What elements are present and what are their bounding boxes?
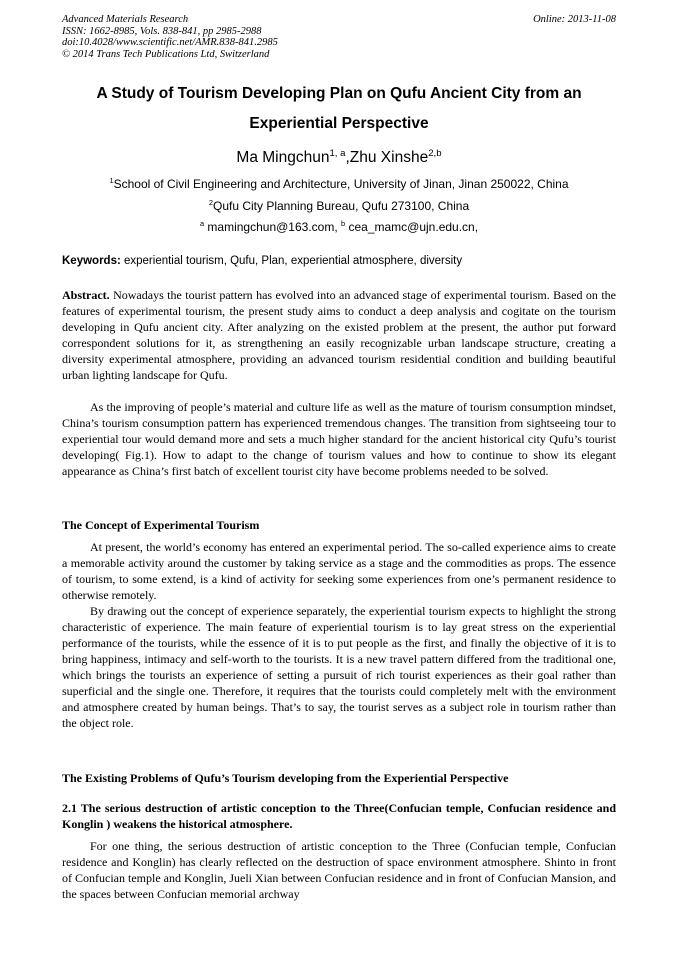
affiliation-1 xyxy=(62,177,616,191)
keywords xyxy=(62,255,616,267)
email-b-mark: b xyxy=(341,219,346,228)
author-2: Zhu Xinshe xyxy=(349,149,429,166)
section-2-paragraph-1: For one thing, the serious destruction of artistic conception to the Three (Confucian temple, Confucian residence and Konglin) has clearly reflected on the destruction of space environment atmosphere. Shinto in front of Confucian temple and Konglin, Jueli Xian between Confucian residence and in front of Confucian Mansion, and the spaces between Confucian memorial archway xyxy=(62,839,616,901)
affiliation-1-text: School of Civil Engineering and Architecture, University of Jinan, Jinan 250022, China xyxy=(113,177,569,191)
section-2-heading: The Existing Problems of Qufu’s Tourism developing from the Experiential Perspective xyxy=(62,771,509,785)
author-2-superscript: 2,b xyxy=(428,147,442,159)
intro-paragraph: As the improving of people’s material and culture life as well as the mature of tourism consumption mindset, China’s tourism consumption pattern has experienced tremendous changes. The transition from sightseeing tour to experiential tour would demand more and sets a much higher standard for the ancient historical city Qufu’s tourist developing( Fig.1). How to adapt to the change of tourism values and how to continue to show its elegant appearance as China’s first batch of excellent tourist city have become problems needed to be solved. xyxy=(62,400,616,478)
affiliation-2-mark: 2 xyxy=(208,198,213,207)
email-line xyxy=(62,220,616,234)
affiliation-2-text: Qufu City Planning Bureau, Qufu 273100, China xyxy=(212,199,470,213)
keywords-label: Keywords: xyxy=(62,255,121,267)
email-b: cea_mamc@ujn.edu.cn, xyxy=(345,220,479,234)
copyright-line: © 2014 Trans Tech Publications Ltd, Switzerland xyxy=(62,48,270,60)
affiliation-2 xyxy=(62,199,616,213)
author-1-superscript: 1, a xyxy=(329,147,346,159)
keywords-text: experiential tourism, Qufu, Plan, experiential atmosphere, diversity xyxy=(120,255,463,267)
author-separator: , xyxy=(345,149,350,166)
section-1-paragraph-1: At present, the world’s economy has entered an experimental period. The so-called experience aims to create a memorable activity around the customer by taking service as a stage and the commodities as props. The essence of tourism, to some extend, is a kind of activity for seeking some experiences from one’s permanent residence to otherwise remotely. xyxy=(62,540,616,602)
journal-name: Advanced Materials Research xyxy=(62,14,189,25)
author-line xyxy=(62,148,616,168)
section-2-1-heading: 2.1 The serious destruction of artistic conception to the Three(Confucian temple, Confucian residence and Konglin ) weakens the historical atmosphere. xyxy=(62,801,616,831)
online-date: Online: 2013-11-08 xyxy=(533,14,616,25)
email-a: mamingchun@163.com, xyxy=(204,220,341,234)
paper-title: A Study of Tourism Developing Plan on Qufu Ancient City from an Experiential Perspective xyxy=(96,85,582,132)
doi-line: doi:10.4028/www.scientific.net/AMR.838-841.2985 xyxy=(62,37,278,48)
abstract-label: Abstract. xyxy=(62,288,110,302)
abstract xyxy=(62,287,616,383)
email-a-mark: a xyxy=(199,219,205,228)
section-1-heading: The Concept of Experimental Tourism xyxy=(62,518,260,532)
abstract-text: Nowadays the tourist pattern has evolved into an advanced stage of experimental tourism. Based on the features of experimental tourism, the present study aims to conduct a deep analysis and cogitate on the tourism developing in Qufu ancient city. After analyzing on the existed problem at the present, the author put forward correspondent solutions for it, as strengthening an easily recognizable urban landscape structure, creating a diversity experimental atmosphere, providing an advanced tourism residential condition and building beautiful urban lighting landscape for Qufu. xyxy=(62,288,616,382)
journal-header xyxy=(62,14,278,60)
section-1-paragraph-2: By drawing out the concept of experience separately, the experiential tourism expects to highlight the strong characteristic of experience. The main feature of experiential tourism is to lay great stress on the experiential performance of the tourists, while the essence of it is to put people as the first, and finally the objective of it is to bring happiness, intimacy and self-worth to the tourists. It is a new travel pattern differed from the traditional one, which brings the tourists an experience of setting a pursuit of rich tourist experiences as their goal rather than superficial and the single one. Therefore, it requires that the tourists could completely melt with the environment and atmosphere created by human beings. That’s to say, the tourist serves as a subject role in tourism rather than the object role. xyxy=(62,604,616,730)
affiliation-1-mark: 1 xyxy=(109,176,114,185)
issn-line: ISSN: 1662-8985, Vols. 838-841, pp 2985-2988 xyxy=(62,25,262,37)
author-1: Ma Mingchun xyxy=(236,149,330,166)
